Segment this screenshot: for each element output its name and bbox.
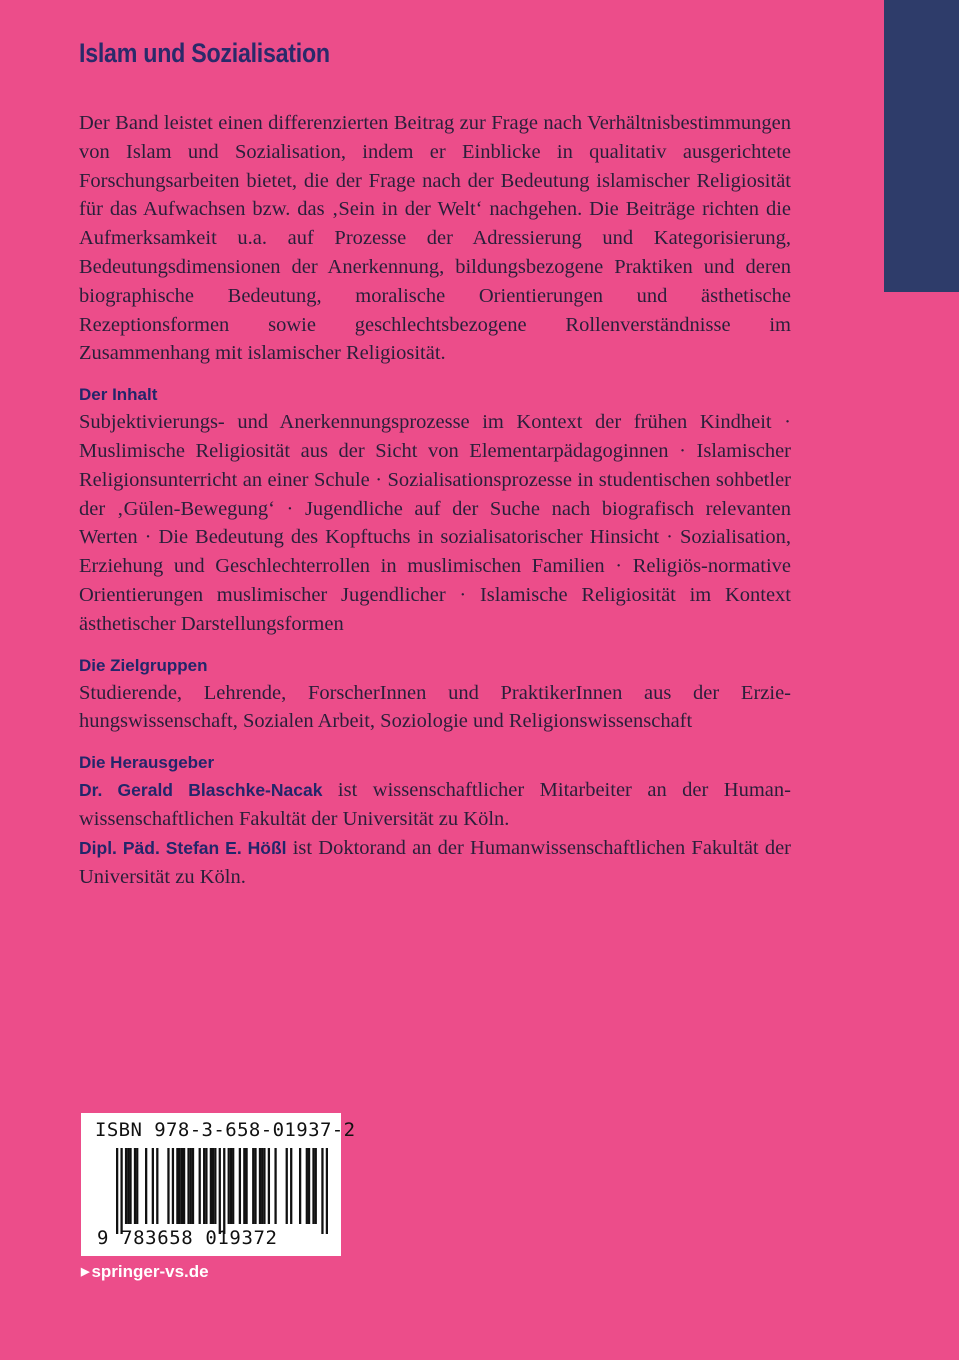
barcode-bar: [136, 1148, 138, 1224]
barcode: [116, 1148, 328, 1234]
editor-description: ist Doktorand an der Humanwissenschaftlichen Fakultät der Universität zu Köln.: [79, 836, 791, 888]
barcode-bar: [290, 1148, 292, 1224]
editor-entry: [79, 776, 791, 834]
barcode-bar: [156, 1148, 158, 1224]
barcode-bar: [315, 1148, 317, 1224]
inhalt-text: Subjektivierungs- und Anerkennungsprozesse im Kontext der frühen Kindheit · Muslimische Religiosität aus der Sicht von Elementarpädagoginnen · Islamischer Religionsunterricht an einer Schule · Sozialisationsprozesse in studentischen sohbetler der ‚Gülen-Bewegung‘ · Jugendliche auf der Suche nach biografisch relevanten Werten · Die Bedeutung des Kopftuchs in sozialisatorischer Hinsicht · Sozialisation, Erziehung und Geschlechterrollen in muslimischen Familien · Religiös-normative Orientierungen muslimischer Jugendlicher · Islamische Religiosität im Kontext ästhetischer Darstellungsformen: [79, 411, 791, 635]
accent-bar: [884, 0, 959, 292]
editor-entry: [79, 834, 791, 892]
book-title: Islam und Sozialisation: [79, 38, 330, 68]
barcode-bar: [252, 1148, 254, 1224]
publisher-url: springer-vs.de: [91, 1262, 209, 1281]
barcode-bar: [286, 1148, 288, 1224]
barcode-bar: [261, 1148, 263, 1224]
isbn-label: ISBN 978-3-658-01937-2: [95, 1119, 356, 1141]
editor-name: Dr. Gerald Blaschke-Nacak: [79, 780, 323, 801]
barcode-bar: [125, 1148, 127, 1224]
barcode-bar: [312, 1148, 314, 1224]
barcode-bar: [129, 1148, 131, 1224]
barcode-bar: [167, 1148, 169, 1224]
barcode-bar: [274, 1148, 276, 1224]
barcode-bar: [190, 1148, 192, 1224]
barcode-bar: [127, 1148, 129, 1224]
editor-description: ist wissenschaftlicher Mitarbeiter an der Humanwissenschaftlichen Fakultät der Universität zu Köln.: [79, 779, 791, 830]
barcode-bar: [259, 1148, 261, 1224]
barcode-bar: [187, 1148, 189, 1224]
barcode-bar: [116, 1148, 118, 1234]
triangle-right-icon: ▶: [81, 1266, 90, 1278]
barcode-bar: [176, 1148, 178, 1224]
barcode-bar: [178, 1148, 180, 1224]
barcode-bar: [120, 1148, 122, 1234]
barcode-bar: [239, 1148, 241, 1224]
barcode-bar: [228, 1148, 230, 1224]
barcode-bar: [199, 1148, 201, 1224]
barcode-bar: [232, 1148, 234, 1224]
barcode-bar: [245, 1148, 247, 1224]
barcode-bar: [243, 1148, 245, 1224]
isbn-digits: 9 783658 019372: [97, 1227, 278, 1249]
barcode-bar: [203, 1148, 205, 1224]
barcode-bar: [205, 1148, 207, 1224]
barcode-bar: [308, 1148, 310, 1224]
barcode-bar: [214, 1148, 216, 1224]
barcode-bar: [230, 1148, 232, 1224]
zielgruppen-text: Studierende, Lehrende, ForscherInnen und PraktikerInnen aus der Erziehungswissenschaft, Sozialen Arbeit, Soziologie und Religionswissenschaft: [79, 681, 791, 733]
barcode-bar: [134, 1148, 136, 1224]
section-heading-inhalt: Der Inhalt: [79, 385, 158, 405]
barcode-bar: [268, 1148, 270, 1224]
barcode-bar: [306, 1148, 308, 1224]
editor-name: Dipl. Päd. Stefan E. Hößl: [79, 837, 287, 858]
barcode-bar: [145, 1148, 147, 1224]
section-heading-herausgeber: Die Herausgeber: [79, 753, 215, 773]
barcode-bar: [172, 1148, 174, 1224]
barcode-bar: [219, 1148, 221, 1234]
publisher-link[interactable]: [81, 1262, 209, 1282]
barcode-bar: [183, 1148, 185, 1224]
barcode-bar: [321, 1148, 323, 1234]
intro-paragraph: Der Band leistet einen differenzierten Beitrag zur Frage nach Verhältnisbestimmungen von Islam und Sozialisation, indem er Einblicke in qualitativ ausgerichtete Forschungsarbeiten bietet, die der Frage nach der Bedeutung islamischer Religiosität für das Aufwachsen bzw. das ‚Sein in der Welt‘ nachgehen. Die Beiträge richten die Aufmerksamkeit u.a. auf Prozesse der Adressierung und Kategorisierung, Bedeutungsdimensionen der Anerkennung, bildungsbezogene Praktiken und deren biographische Bedeutung, moralische Orientierungen und ästhetische Rezeptionsformen sowie geschlechtsbezogene Rollenverständnisse im Zusammenhang mit islamischer Religiosität.: [79, 112, 791, 365]
barcode-bar: [263, 1148, 265, 1224]
section-heading-zielgruppen: Die Zielgruppen: [79, 655, 208, 675]
barcode-bar: [181, 1148, 183, 1224]
barcode-bar: [299, 1148, 301, 1224]
barcode-bar: [212, 1148, 214, 1224]
isbn-barcode-box: [81, 1113, 356, 1256]
barcode-bar: [210, 1148, 212, 1224]
barcode-bar: [326, 1148, 328, 1234]
back-cover-text: [79, 38, 791, 891]
barcode-bar: [192, 1148, 194, 1224]
barcode-bar: [254, 1148, 256, 1224]
barcode-bar: [223, 1148, 225, 1234]
barcode-bar: [152, 1148, 154, 1224]
